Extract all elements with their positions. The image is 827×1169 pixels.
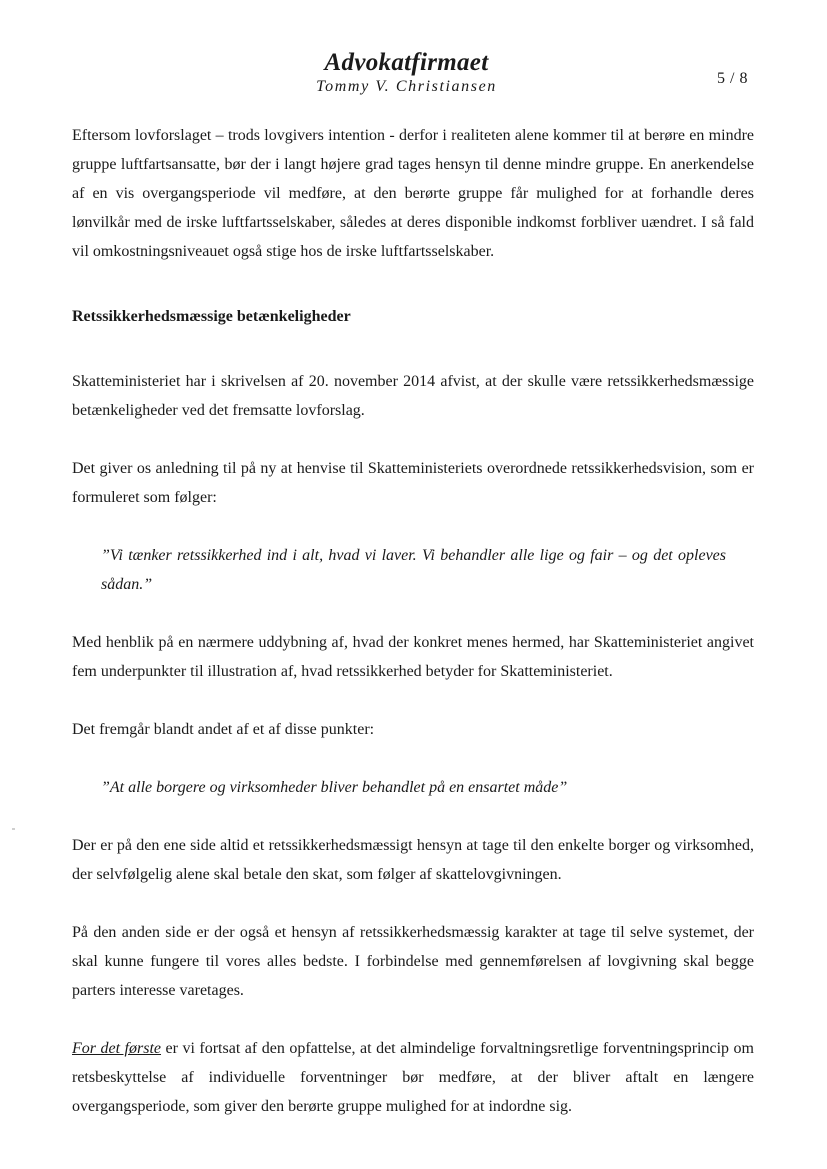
- paragraph-skrivelse: Skatteministeriet har i skrivelsen af 20. november 2014 afvist, at der skulle være retssikkerhedsmæssige betænkeligheder ved det fremsatte lovforslag.: [72, 373, 754, 419]
- letterhead: [0, 48, 827, 96]
- document-body: [72, 121, 754, 1121]
- paragraph-borger-hensyn: Der er på den ene side altid et retssikkerhedsmæssigt hensyn at tage til den enkelte borger og virksomhed, der selvfølgelig alene skal betale den skat, som følger af skattelovgivningen.: [72, 837, 754, 883]
- paragraph-punkter-intro: Det fremgår blandt andet af et af disse punkter:: [72, 721, 375, 738]
- paragraph-overgangsperiode: Eftersom lovforslaget – trods lovgivers intention - derfor i realiteten alene kommer til at berøre en mindre gruppe luftfartsansatte, bør der i langt højere grad tages hensyn til denne mindre gruppe. En anerkendelse af en vis overgangsperiode vil medføre, at den berørte gruppe får mulighed for at forhandle deres lønvilkår med de irske luftfartsselskaber, således at deres disponible indkomst forbliver uændret. I så fald vil omkostningsniveauet også stige hos de irske luftfartsselskaber.: [72, 127, 754, 260]
- section-heading: Retssikkerhedsmæssige betænkeligheder: [72, 308, 351, 325]
- firm-name: Advokatfirmaet: [324, 49, 489, 76]
- firm-owner: Tommy V. Christiansen: [316, 78, 497, 95]
- paragraph-system-hensyn: På den anden side er der også et hensyn af retssikkerhedsmæssig karakter at tage til selve systemet, der skal kunne fungere til vores alles bedste. I forbindelse med gennemførelsen af lovgivning skal begge parters interesse varetages.: [72, 924, 754, 999]
- paragraph-underpunkter: Med henblik på en nærmere uddybning af, hvad der konkret menes hermed, har Skatteministeriet angivet fem underpunkter til illustration af, hvad retssikkerhed betyder for Skatteministeriet.: [72, 634, 754, 680]
- scan-speck: [12, 828, 15, 830]
- paragraph-for-det-foerste: [72, 1034, 754, 1121]
- page-number: 5 / 8: [717, 70, 748, 87]
- quote-ensartet: ”At alle borgere og virksomheder bliver behandlet på en ensartet måde”: [101, 779, 568, 796]
- for-det-foerste-text: er vi fortsat af den opfattelse, at det almindelige forvaltningsretlige forventningsprincip om retsbeskyttelse af individuelle forventninger bør medføre, at der bliver aftalt en længere overgangsperiode, som giver den berørte gruppe mulighed for at indordne sig.: [72, 1040, 754, 1115]
- for-det-foerste-lead: For det første: [72, 1040, 162, 1057]
- paragraph-retssikkerhedsvision: Det giver os anledning til på ny at henvise til Skatteministeriets overordnede retssikkerhedsvision, som er formuleret som følger:: [72, 460, 754, 506]
- quote-vision: ”Vi tænker retssikkerhed ind i alt, hvad vi laver. Vi behandler alle lige og fair – og det opleves sådan.”: [101, 547, 726, 593]
